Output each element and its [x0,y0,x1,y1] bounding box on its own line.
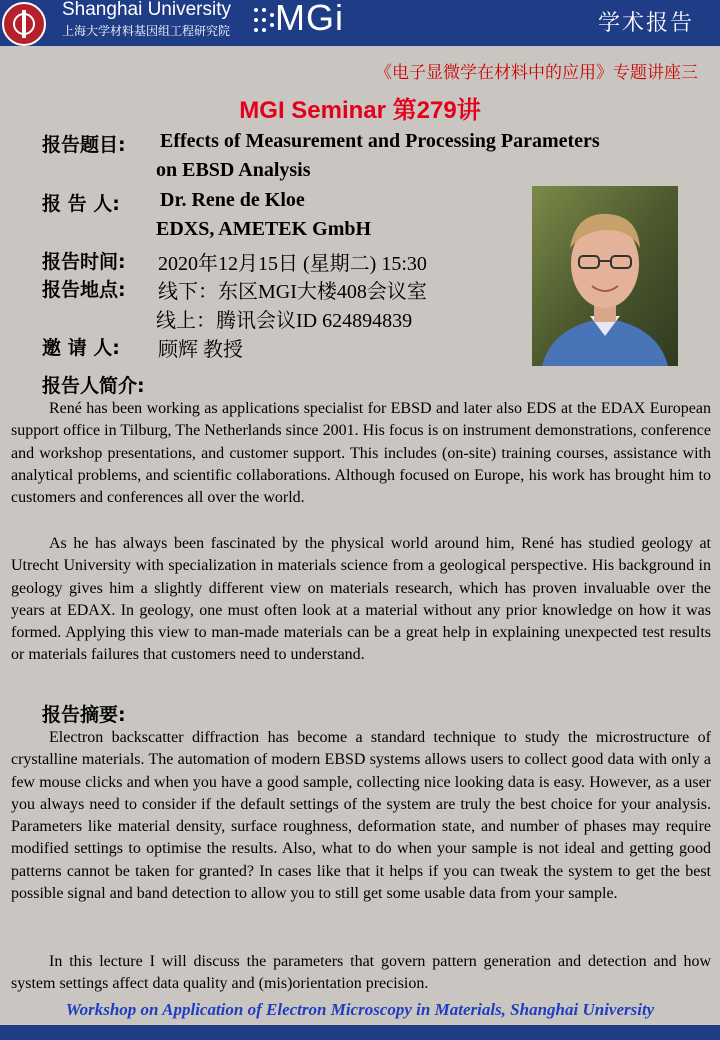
host-label: 邀 请 人: [42,337,120,359]
place-online: 线上：腾讯会议ID 624894839 [156,310,413,332]
talk-title-line1: Effects of Measurement and Processing Parameters [160,130,600,152]
speaker-organization: EDXS, AMETEK GmbH [156,218,372,240]
place-offline: 线下：东区MGI大楼408会议室 [158,281,427,303]
university-name-en: Shanghai University [62,0,231,20]
abstract-heading: 报告摘要: [42,704,126,726]
mgi-logo: MGi [275,0,344,38]
footer-workshop-title: Workshop on Application of Electron Microscopy in Materials, Shanghai University [65,1000,655,1019]
talk-time: 2020年12月15日 (星期二) 15:30 [158,253,427,275]
bio-paragraph-1: René has been working as applications specialist for EBSD and later also EDS at the EDAX European support office in Tilburg, The Netherlands since 2001. His focus is on instrument demonstrations, conference and workshop presentations, and customer support. This includes (on-site) training courses, assistance with analytical problems, and scientific collaborations. Although focused on Europe, his work has brought him to customers and conferences all over the world. [11,400,711,507]
university-seal-icon [2,2,46,46]
abstract-paragraph-2: In this lecture I will discuss the parameters that govern pattern generation and detection and how system settings affect data quality and (mis)orientation precision. [11,953,711,993]
place-label: 报告地点: [42,279,126,301]
bottom-bar [0,1025,720,1040]
seminar-number: MGI Seminar 第279讲 [239,97,481,124]
time-label: 报告时间: [42,251,126,273]
host-name: 顾辉 教授 [158,339,243,361]
lecture-series: 《电子显微学在材料中的应用》专题讲座三 [375,63,698,83]
title-label: 报告题目: [42,134,126,156]
speaker-photo [532,186,678,366]
speaker-name: Dr. Rene de Kloe [160,189,305,211]
page-category-title: 学术报告 [597,11,694,36]
university-name-cn: 上海大学材料基因组工程研究院 [62,24,231,38]
abstract-paragraph-1: Electron backscatter diffraction has become a standard technique to study the microstructure of crystalline materials. The automation of modern EBSD systems allows users to collect good data with only a few mouse clicks and when you have a good sample, collecting nice looking data is easy. However, as a user you always need to consider if the default settings of the system are truly the best choice for your analysis. Parameters like material density, surface roughness, deformation state, and number of phases may require modified settings to optimise the results. Also, what to do when your sample is not ideal and getting good patterns cannot be taken for granted? In cases like that it helps if you can tweak the system to get the best possible signal and band detection to allow you to still get some usable data from your sample. [11,729,711,903]
header-bar [0,0,720,46]
speaker-label: 报 告 人: [42,193,120,215]
talk-title-line2: on EBSD Analysis [156,159,311,181]
bio-paragraph-2: As he has always been fascinated by the physical world around him, René has studied geology at Utrecht University with specialization in materials science from a geological perspective. His background in geology gives him a slightly different view on materials research, which has proven invaluable over the years at EDAX. In geology, one must often look at a material without any prior knowledge on how it was formed. Applying this view to man-made materials can be a great help in explaining unexpected test results or materials failures that customers need to understand. [11,535,711,664]
bio-heading: 报告人简介: [42,375,145,397]
